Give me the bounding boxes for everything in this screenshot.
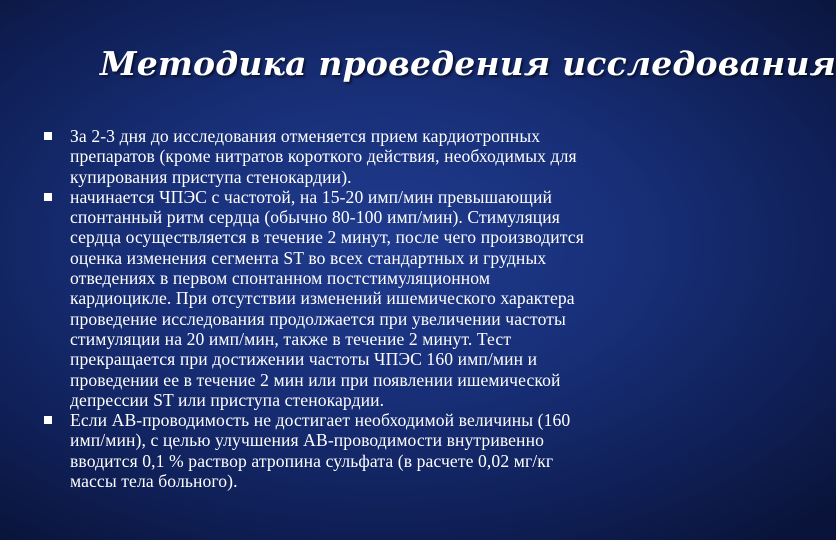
bullet-text-line: купирования приступа стенокардии).	[70, 166, 352, 187]
bullet-text-line: проведение исследования продолжается при увеличении частоты	[70, 308, 566, 329]
bullet-text-line: За 2-3 дня до исследования отменяется прием кардиотропных	[70, 126, 541, 146]
bullet-text-line: препаратов (кроме нитратов короткого действия, необходимых для	[70, 146, 577, 167]
bullet-text-line: спонтанный ритм сердца (обычно 80-100 имп/мин). Стимуляция	[70, 207, 560, 228]
square-bullet-icon	[44, 132, 52, 140]
bullet-item	[38, 126, 658, 187]
bullet-text-line: начинается ЧПЭС с частотой, на 15-20 имп/мин превышающий	[70, 186, 552, 207]
bullet-text-line: вводится 0,1 % раствор атропина сульфата (в расчете 0,02 мг/кг	[70, 450, 554, 471]
bullet-item	[38, 410, 658, 491]
bullet-text-line: сердца осуществляется в течение 2 минут, после чего производится	[70, 227, 584, 248]
bullet-list	[38, 126, 658, 491]
square-bullet-icon	[44, 416, 52, 424]
bullet-item	[38, 187, 658, 410]
bullet-text-line: стимуляции на 20 имп/мин, также в течение 2 минут. Тест	[70, 328, 512, 349]
bullet-text-line: Если АВ-проводимость не достигает необходимой величины (160	[70, 410, 571, 431]
bullet-text-line: оценка изменения сегмента ST во всех стандартных и грудных	[70, 247, 547, 268]
bullet-text-line: прекращается при достижении частоты ЧПЭС 160 имп/мин и	[70, 349, 538, 370]
bullet-text-line: имп/мин), с целью улучшения АВ-проводимости внутривенно	[70, 430, 544, 451]
bullet-text-line: проведении ее в течение 2 мин или при появлении ишемической	[70, 369, 561, 390]
bullet-text-line: депрессии ST или приступа стенокардии.	[70, 389, 385, 410]
slide-title: Методика проведения исследования	[100, 44, 836, 83]
bullet-text-line: кардиоцикле. При отсутствии изменений ишемического характера	[70, 288, 575, 309]
square-bullet-icon	[44, 193, 52, 201]
bullet-text-line: отведениях в первом спонтанном постстимуляционном	[70, 268, 491, 289]
bullet-text-line: массы тела больного).	[70, 471, 238, 492]
